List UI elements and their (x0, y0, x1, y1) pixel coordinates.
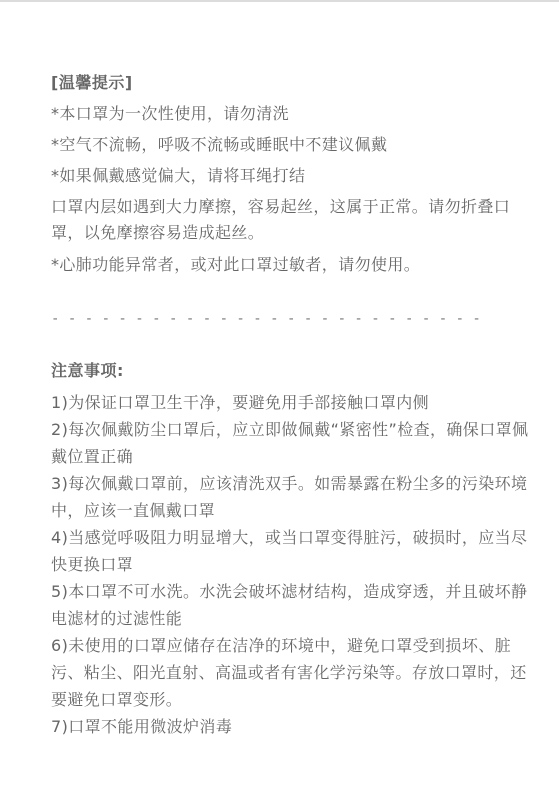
tip-line: *如果佩戴感觉偏大，请将耳绳打结 (51, 166, 306, 185)
note-item: 3)每次佩戴口罩前，应该清洗双手。如需暴露在粉尘多的污染环境中，应该一直佩戴口罩 (51, 474, 528, 520)
note-item: 5)本口罩不可水洗。水洗会破坏滤材结构，造成穿透，并且破坏静电滤材的过滤性能 (51, 582, 528, 628)
notes-heading: 注意事项: (51, 361, 124, 380)
dashed-divider: - - - - - - - - - - - - - - - - - - - - - - - - - - (51, 311, 481, 327)
tip-line: *心肺功能异常者，或对此口罩过敏者，请勿使用。 (51, 255, 421, 274)
note-item: 7)口罩不能用微波炉消毒 (51, 717, 233, 736)
note-item: 6)未使用的口罩应储存在洁净的环境中，避免口罩受到损坏、脏污、粘尘、阳光直射、高温或者有害化学污染等。存放口罩时，还要避免口罩变形。 (51, 636, 527, 709)
tip-paragraph: 口罩内层如遇到大力摩擦，容易起丝，这属于正常。请勿折叠口罩，以免摩擦容易造成起丝。 (51, 197, 511, 242)
note-item: 1)为保证口罩卫生干净，要避免用手部接触口罩内侧 (51, 393, 430, 412)
tip-line: *本口罩为一次性使用，请勿清洗 (51, 104, 290, 123)
tips-section (51, 70, 531, 283)
tips-heading: [温馨提示] (51, 73, 133, 92)
top-divider (0, 0, 559, 2)
note-item: 2)每次佩戴防尘口罩后，应立即做佩戴“紧密性”检查，确保口罩佩戴位置正确 (51, 420, 529, 466)
note-item: 4)当感觉呼吸阻力明显增大，或当口罩变得脏污，破损时，应当尽快更换口罩 (51, 528, 528, 574)
notes-section (51, 358, 531, 740)
tip-line: *空气不流畅，呼吸不流畅或睡眠中不建议佩戴 (51, 135, 388, 154)
